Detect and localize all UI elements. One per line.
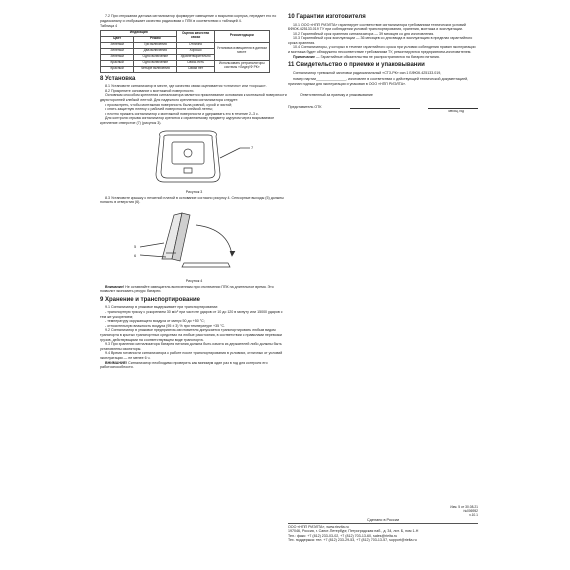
para-9-4: 9.4 Время готовности сигнализатора к работе после транспортирования в условиях, отличных от условий эксплуатации — не менее 6 ч. bbox=[100, 351, 283, 360]
otk-label: Представитель ОТК bbox=[288, 105, 322, 110]
cell-quality: Хорошо bbox=[177, 48, 214, 54]
bullet-1: • просмотреть, чтобы монтажная поверхность была ровной, сухой и чистой; bbox=[105, 102, 233, 107]
para-8-3: 8.3 Установите крышку с печатной платой в основание согласно рисунку 4. Сенсорные выходы (5) должны попасть в отверстия (6). bbox=[100, 195, 284, 205]
left-column bbox=[100, 14, 288, 370]
cell-quality: Отлично bbox=[177, 42, 214, 48]
para-10-4: 10.4 Сигнализаторы, у которых в течение гарантийного срока при условии соблюдения правил эксплуатации и монтажа будет обнаружено несоответствие требованиям ТУ, ремонтируются предприятием-изготовителем. bbox=[288, 45, 476, 55]
footer-support: Тех. поддержка: тел. +7 (812) 233-29-53, +7 (812) 703-13-57, support@rielta.ru bbox=[288, 538, 417, 543]
cell-color: Зеленый bbox=[101, 48, 134, 54]
revision-3: v.10.1 bbox=[469, 513, 478, 517]
footer-address: 197046, Россия, г. Санкт-Петербург, Петроградская наб., д. 34, лит. Б, пом 1-Н bbox=[288, 529, 419, 534]
cell-recommend: Использовать ретрансляторы системы «Лидер'Ф РК» bbox=[214, 60, 269, 72]
para-9-b3: - относительную влажность воздуха (95 ± 3) % при температуре +35 °С. bbox=[105, 323, 226, 328]
cell-color: Красный bbox=[101, 60, 134, 66]
heading-9: 9 Хранение и транспортирование bbox=[100, 296, 200, 303]
revision-1: Изм. 5 от 30.08.21 bbox=[450, 505, 478, 509]
para-8-1: 8.1 Установите сигнализатор в месте, где качество связи оценивается «отлично» или «хорошо». bbox=[105, 84, 267, 89]
bullet-3: • плотно прижать сигнализатор к монтажной поверхности и удерживать его в течение 2–3 с. bbox=[105, 111, 259, 116]
para-8-2: 8.2 Прикрепите основание к монтажной поверхности. bbox=[105, 88, 195, 93]
th-quality: Оценка качества связи bbox=[177, 30, 214, 42]
th-mode: Режим bbox=[134, 36, 177, 42]
footer-company: ООО «НПП РИЭЛТА», www.riezlta.ru bbox=[288, 525, 349, 529]
para-9-b1: - транспортную тряску с ускорением 30 м/с² при частоте ударов от 10 до 120 в минуту или 15000 ударов с тем же ускорением; bbox=[100, 309, 283, 319]
heading-11: 11 Свидетельство о приемке и упаковывании bbox=[288, 62, 425, 69]
callout-5: 5 bbox=[134, 243, 137, 249]
para-11-1: Сигнализатор тревожной заготовки радиоканальный «СТЗ-РК» исп.1 БФЮК.425133.019, bbox=[293, 70, 442, 75]
responsible-label: Ответственный за приемку и упаковывание bbox=[300, 92, 373, 97]
figure-4-drawing bbox=[100, 207, 288, 277]
th-color: Цвет bbox=[101, 36, 134, 42]
cell-mode: Три включения bbox=[134, 42, 177, 48]
warning-text: Не оставляйте извещатель включенным при отключении ППК на длительное время. Это позволит экономить ресурс батареи. bbox=[100, 284, 274, 294]
cell-mode: Одно включение bbox=[134, 54, 177, 60]
cell-color: Красный bbox=[101, 66, 134, 72]
cell-color: Зеленый bbox=[101, 54, 134, 60]
callout-7: 7 bbox=[251, 144, 254, 150]
table-caption: Таблица 4 bbox=[100, 24, 118, 29]
warning-label: Внимание! bbox=[105, 284, 125, 289]
para-10-1: 10.1 ООО «НПП РИЭЛТА» гарантирует соответствие сигнализатора требованиям технических условий БФЮК.425133.019 ТУ при соблюдении условий транспортирования, хранения, монтажа и эксплуатации. bbox=[288, 22, 466, 32]
th-recommend: Рекомендации bbox=[214, 30, 269, 42]
otk-date-label: месяц, год bbox=[448, 109, 464, 114]
para-8-2c: Для контроля отрыва сигнализатор крепится к охранняемому предмету шурупом через вскрываемое крепление отверстие (7) (рисунок 3). bbox=[100, 116, 275, 125]
para-9-b2: - температуру окружающего воздуха от минус 50 до +50 °С; bbox=[105, 319, 205, 324]
footer-sales: Тел.: факс: +7 (812) 233-03-02, +7 (812) 703-13-60, sales@rielta.ru bbox=[288, 533, 398, 538]
para-7-2: 7.2 При отпускании датчика сигнализатор формирует извещение о вскрытии корпуса, передает его по радиоканалу и отображает качество радиосвязи с ППК в соответствии с таблицей 4. bbox=[100, 14, 277, 23]
cell-recommend: Установка извещателя в данном месте bbox=[214, 42, 269, 60]
para-9-1: 9.1 Сигнализатор в упаковке выдерживает при транспортировании: bbox=[105, 305, 219, 310]
th-indication: Индикация bbox=[101, 30, 177, 36]
figure-3-caption: Рисунок 3 bbox=[185, 189, 203, 194]
cell-mode: Четыре включения bbox=[134, 66, 177, 72]
figure-4-caption: Рисунок 4 bbox=[185, 278, 203, 283]
cell-quality: Связи нет bbox=[177, 66, 214, 72]
note-text: — Гарантийные обязательства не распространяются на батареи питания. bbox=[316, 54, 440, 59]
para-9-2: 9.2 Сигнализатор в упаковке предприятия-изготовителя допускается транспортировать любым видом транспорта в крытых транспортных средствах на любые расстояния, в соответствии с правилами перевозки грузов, действующими на соответствующем виде транспорта. bbox=[100, 328, 282, 342]
heading-8: 8 Установка bbox=[100, 75, 136, 82]
cell-quality: Удовлетворительно bbox=[177, 54, 214, 60]
para-9-3: 9.3 При хранении сигнализатора батарея питания должна быть изъята из держателей либо должны быть установлены изоляторы. bbox=[100, 342, 282, 351]
right-column bbox=[288, 14, 478, 114]
heading-10: 10 Гарантии изготовителя bbox=[288, 14, 366, 20]
bullet-2: • снять защитную пленку с рабочей поверхности клейкой ленты; bbox=[105, 107, 213, 112]
footer bbox=[288, 505, 478, 543]
cell-mode: Одно включение bbox=[134, 60, 177, 66]
callout-6: 6 bbox=[134, 252, 137, 258]
cell-color: Зеленый bbox=[101, 42, 134, 48]
cell-quality: Связь есть bbox=[177, 60, 214, 66]
para-10-2: 10.2 Гарантийный срок хранения сигнализатора — 39 месяцев со дня изготовления. bbox=[293, 31, 435, 36]
footer-divider bbox=[288, 523, 478, 524]
warning2-text: Сигнализатор необходимо проверить как минимум один раз в год для контроля его работоспособности. bbox=[100, 360, 268, 370]
cell-mode: Два включения bbox=[134, 48, 177, 54]
note-label: Примечание bbox=[293, 54, 316, 59]
revision-2: №006952 bbox=[463, 509, 478, 513]
warning2-label: ВНИМАНИЕ! bbox=[105, 360, 128, 365]
made-in-russia: Сделано в России bbox=[366, 518, 400, 522]
otk-signature-line bbox=[350, 105, 400, 109]
indication-table bbox=[100, 30, 270, 73]
para-10-3: 10.3 Гарантийный срок эксплуатации — 36 месяцев со дня ввода в эксплуатацию в пределах гарантийного срока хранения. bbox=[288, 36, 473, 45]
para-11-2: номер партии_______________, изготовлен в соответствии с действующей технической документацией, признан годным для эксплуатации и упакован в ООО «НПП РИЭЛТА». bbox=[288, 77, 469, 86]
figure-3-drawing bbox=[100, 128, 288, 188]
para-8-2b: Основным способом крепления сигнализатора является приклеивание основания к монтажной поверхности двухсторонней клейкой лентой. Для надежного крепления сигнализатора следует: bbox=[100, 93, 287, 102]
